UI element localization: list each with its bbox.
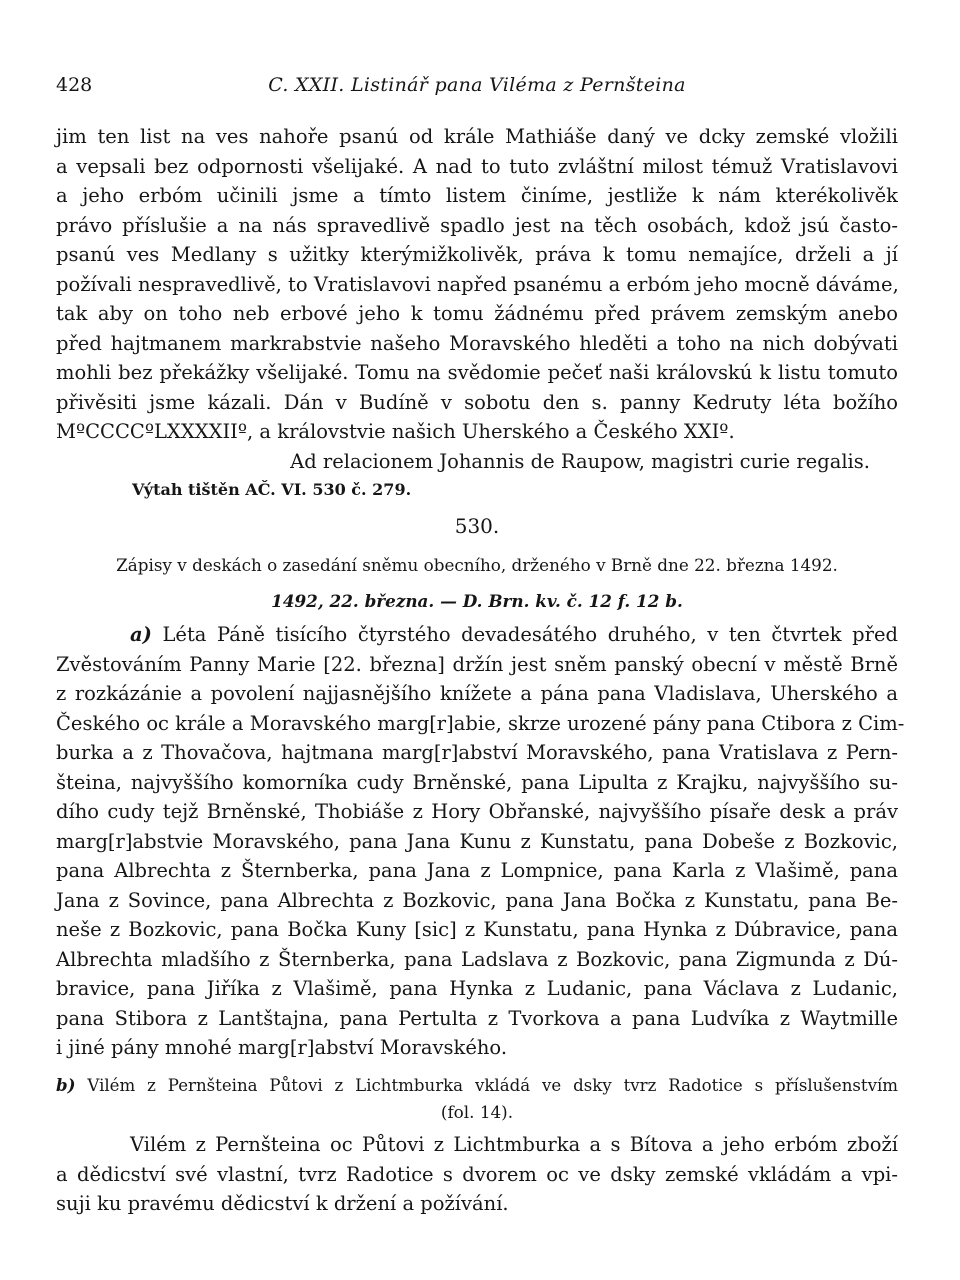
text-line: přivěsiti jsme kázali. Dán v Budíně v sobotu den s. panny Kedruty léta božího [56,390,898,414]
page-number: 428 [56,74,93,96]
section-b-paragraph [56,1130,898,1219]
text-line: bravice, pana Jiříka z Vlašimě, pana Hynka z Ludanic, pana Václava z Ludanic, [56,977,898,1000]
source-note: Výtah tištěn AČ. VI. 530 č. 279. [132,480,412,499]
text-line: Českého oc krále a Moravského marg[r]abie, skrze urozené pány pana Ctibora z Cim- [56,711,905,735]
section-marker: a) [130,623,152,646]
text-line: neše z Bozkovic, pana Bočka Kuny [sic] z Kunstatu, pana Hynka z Dúbravice, pana [56,918,898,941]
text-line: a vepsali bez odpornosti všelijaké. A nad to tuto zvláštní milost témuž Vratislavovi [56,154,898,178]
text-line: i jiné pány mnohé marg[r]abství Moravského. [56,1036,508,1059]
text-line: Vilém z Pernšteina oc Půtovi z Lichtmburka a s Bítova a jeho erbóm zboží [130,1133,898,1156]
text-line: dího cudy tejž Brněnské, Thobiáše z Hory Obřanské, najvyššího písaře desk a práv [56,800,898,823]
text-line: MºCCCCºLXXXXIIº, a královstvie našich Uherského a Českého XXIº. [56,420,735,443]
text-line: pana Albrechta z Šternberka, pana Jana z Lompnice, pana Karla z Vlašimě, pana [56,859,898,882]
text-line: Jana z Sovince, pana Albrechta z Bozkovic, pana Jana Bočka z Kunstatu, pana Be- [56,888,898,912]
section-b-heading [56,1072,898,1126]
text-line: jim ten list na ves nahoře psanú od krále Mathiáše daný ve dcky zemské vložili [56,125,898,148]
text-line: požívali nespravedlivě, to Vratislavovi napřed psanému a erbóm jeho mocně dáváme, [56,272,899,296]
section-a-paragraph [56,620,905,1063]
page-header [56,74,898,104]
text-line: suji ku pravému dědicství k držení a požívání. [56,1192,509,1215]
text-line [56,620,898,650]
text-line: mohli bez překážky všelijaké. Tomu na svědomie pečeť naši královskú k listu tomuto [56,361,898,384]
text-line: pana Stibora z Lantštajna, pana Pertulta z Tvorkova a pana Ludvíka z Waytmille [56,1006,898,1030]
text-line: a dědicství své vlastní, tvrz Radotice s dvorem oc ve dsky zemské vkládám a vpi- [56,1162,898,1186]
text-line: psanú ves Medlany s užitky kterýmižkolivěk, práva k tomu nemajíce, drželi a jí [56,243,898,266]
text-line: marg[r]abstvie Moravského, pana Jana Kunu z Kunstatu, pana Dobeše z Bozkovic, [56,829,898,853]
continuation-paragraph [56,122,898,476]
document-number: 530. [454,514,500,538]
text-line: právo příslušie a na nás spravedlivě spadlo jest na těch osobách, kdož jsú často- [56,213,898,237]
text-line: šteina, najvyššího komorníka cudy Brněnské, pana Lipulta z Krajku, najvyššího su- [56,770,898,794]
running-title: C. XXII. Listinář pana Viléma z Pernšteina [268,74,686,96]
relation-line: Ad relacionem Johannis de Raupow, magistri curie regalis. [290,449,870,473]
text-line: z rozkázánie a povolení najjasnějšího knížete a pána pana Vladislava, Uherského a [56,682,898,705]
document-dateline: 1492, 22. března. — D. Brn. kv. č. 12 f. 12 b. [271,591,683,611]
document-title: Zápisy v deskách o zasedání sněmu obecního, drženého v Brně dne 22. března 1492. [116,555,838,575]
section-a-first-line: Léta Páně tisícího čtyrstého devadesátého druhého, v ten čtvrtek před [162,623,899,646]
section-marker: b) [56,1075,76,1095]
section-b-heading-line: b) Vilém z Pernšteina Půtovi z Lichtmburka vkládá ve dsky tvrz Radotice s příslušenstvím [56,1075,898,1095]
text-line: a jeho erbóm učinili jsme a tímto listem činíme, jestliže k nám kterékolivěk [56,184,898,207]
text-line: Albrechta mladšího z Šternberka, pana Ladslava z Bozkovic, pana Zigmunda z Dú- [56,947,898,971]
text-line: Zvěstováním Panny Marie [22. března] držín jest sněm panský obecní v městě Brně [56,652,898,676]
text-line: před hajtmanem markrabstvie našeho Moravského hleděti a toho na nich dobývati [56,331,898,355]
section-b-heading-cont: (fol. 14). [440,1102,514,1122]
text-line: tak aby on toho neb erbové jeho k tomu žádnému před právem zemským anebo [56,302,898,325]
text-line: burka a z Thovačova, hajtmana marg[r]abství Moravského, pana Vratislava z Pern- [56,741,898,764]
